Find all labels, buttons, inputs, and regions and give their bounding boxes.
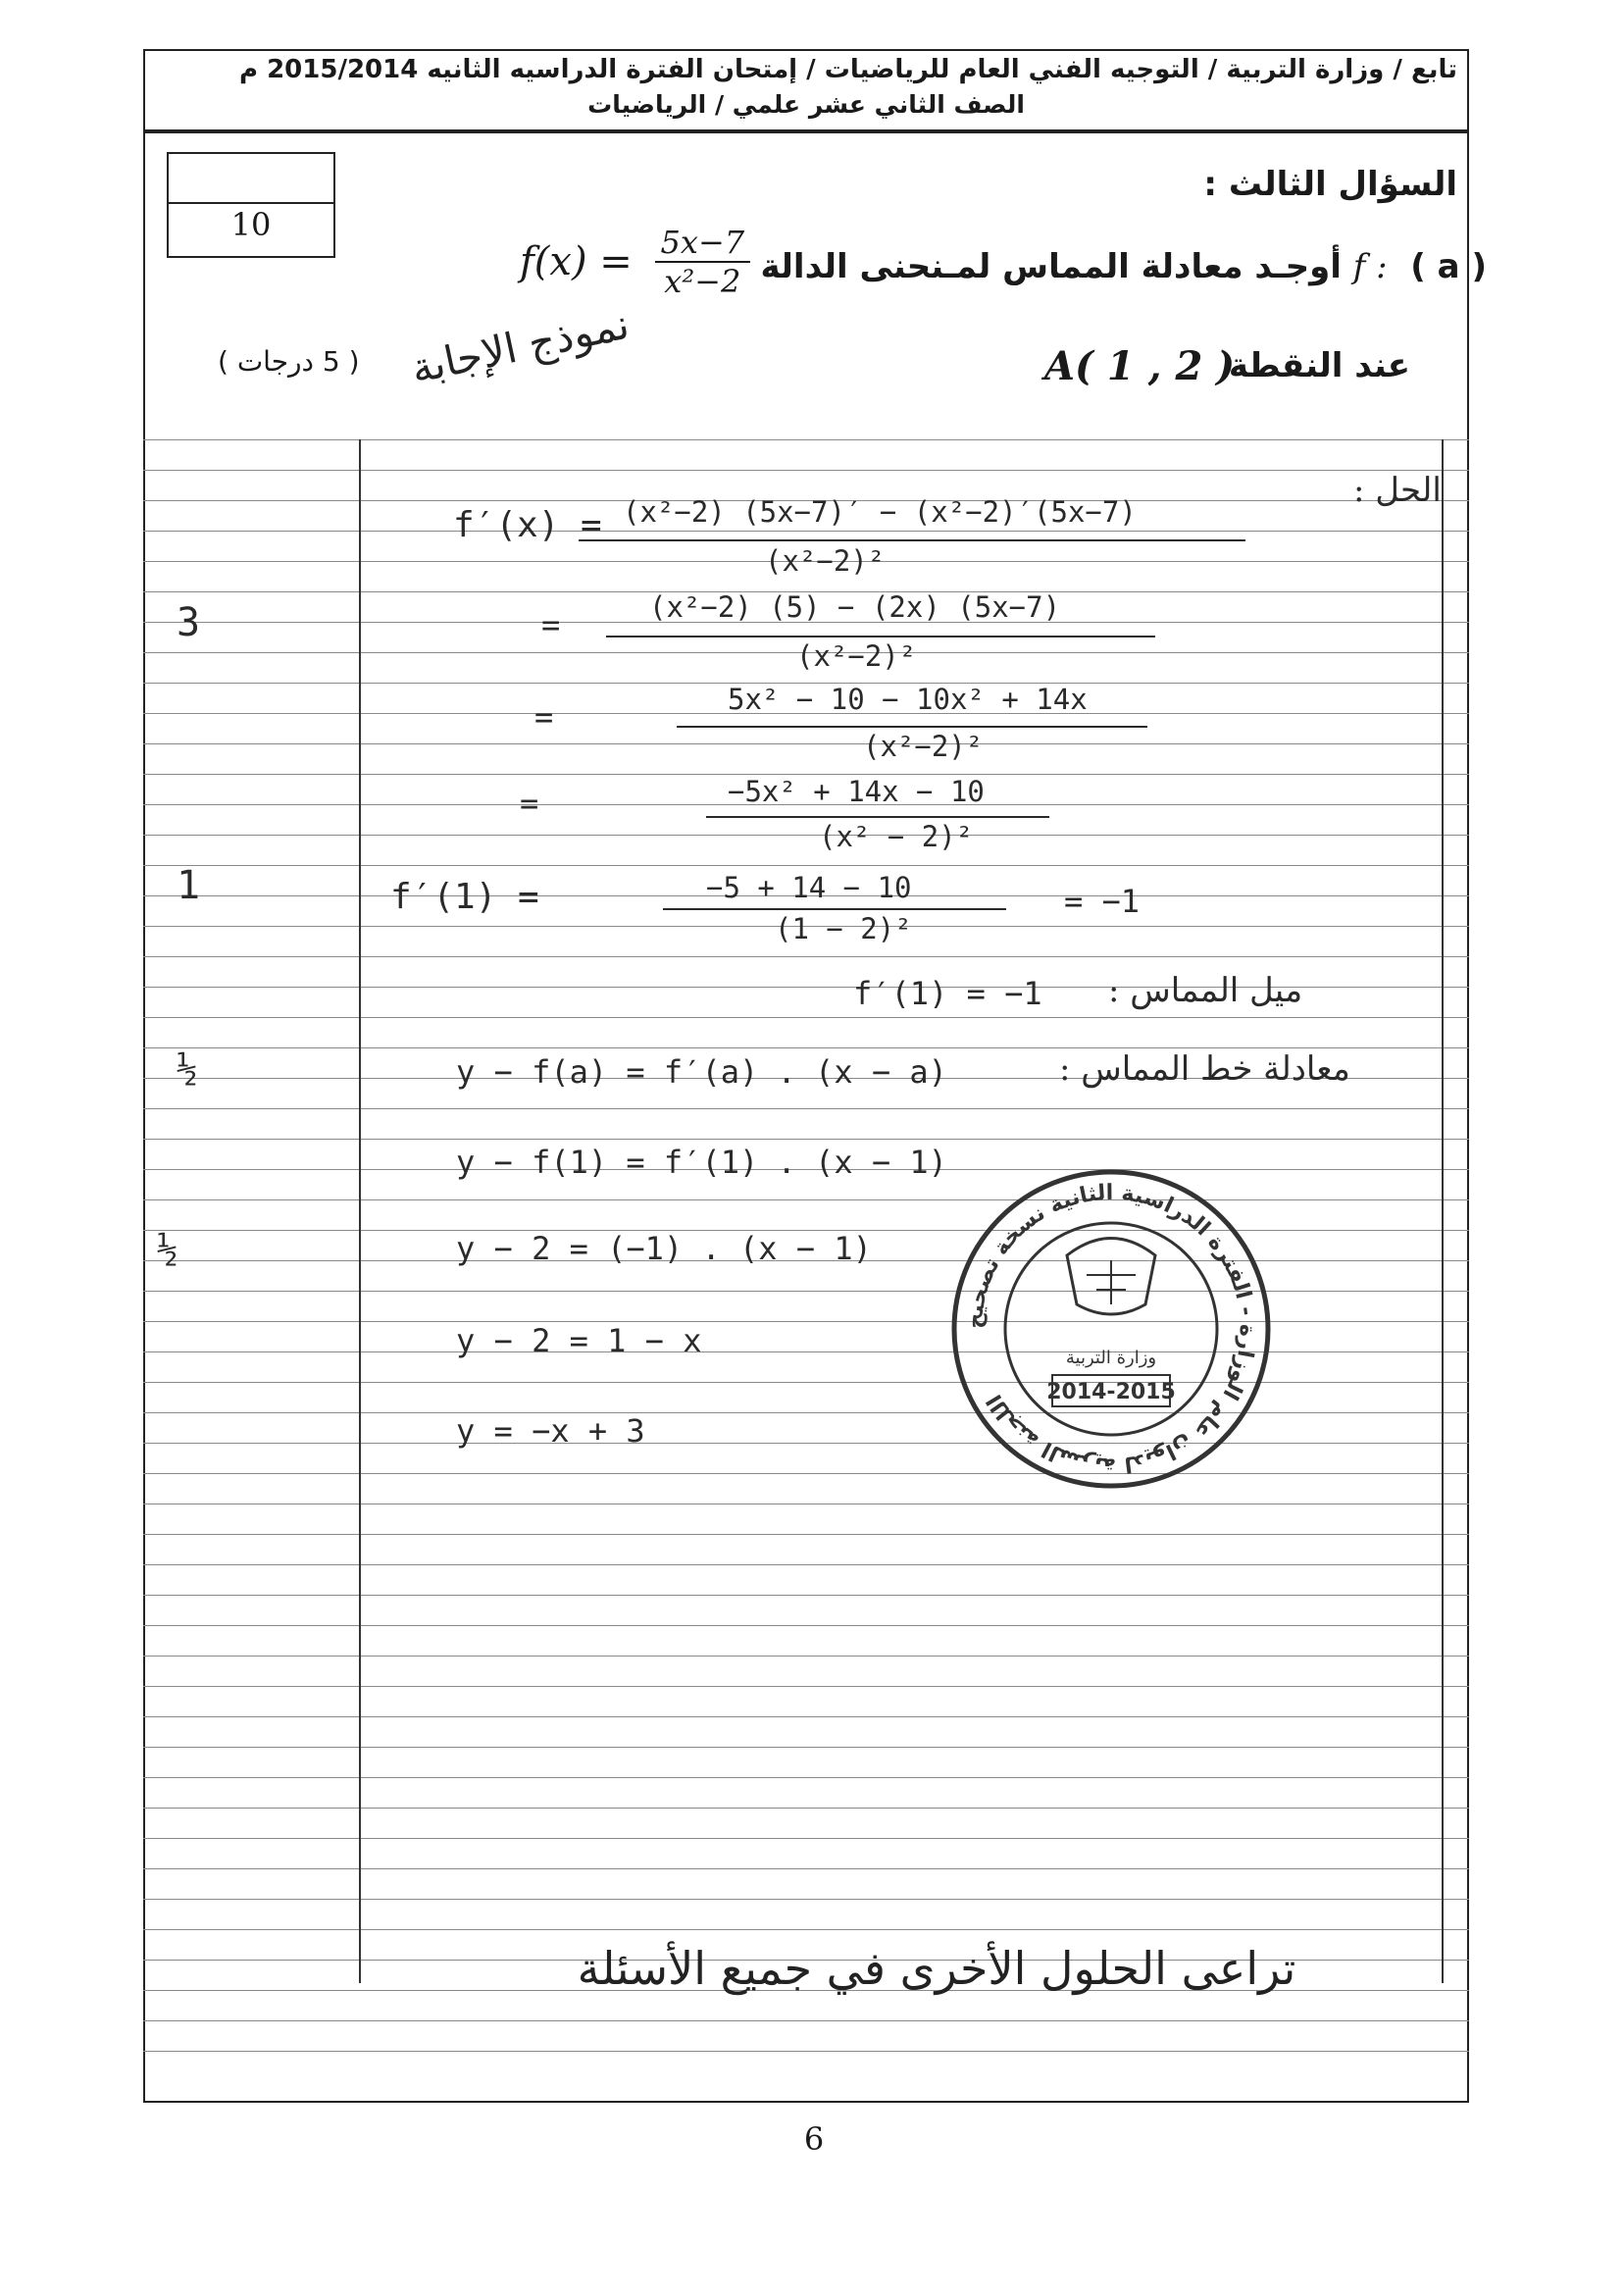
ruled-line	[143, 1777, 1469, 1778]
question-function-name: f :	[1352, 247, 1388, 286]
function-numerator: 5x−7	[655, 224, 751, 263]
function-lhs: f(x) =	[520, 239, 633, 284]
footer-note: تراعى الحلول الأخرى في جميع الأسئلة	[577, 1942, 1296, 1995]
tangent-step4: y = −x + 3	[456, 1412, 645, 1450]
ruled-line	[143, 1868, 1469, 1869]
ruled-line	[143, 1656, 1469, 1657]
ruled-line	[143, 1838, 1469, 1839]
ministry-stamp	[949, 1167, 1273, 1491]
derivative-at-1-denominator: (1 − 2)²	[775, 912, 912, 945]
derivative-at-1-result: = −1	[1064, 883, 1141, 920]
fraction-bar	[663, 908, 1006, 910]
ruled-line	[143, 743, 1469, 744]
derivative-line1-denominator: (x²−2)²	[765, 544, 886, 578]
derivative-line2-denominator: (x²−2)²	[796, 639, 917, 673]
ruled-line	[143, 1017, 1469, 1018]
stamp-year: 2014-2015	[1046, 1380, 1176, 1404]
tangent-step1: y − f(1) = f′(1) . (x − 1)	[456, 1144, 947, 1181]
derivative-line4-eq: =	[520, 785, 539, 822]
score-divider	[167, 202, 335, 204]
stamp-ministry: وزارة التربية	[1065, 1348, 1157, 1368]
ruled-line	[143, 1625, 1469, 1626]
ruled-line	[143, 439, 1469, 440]
margin-line-right	[1442, 439, 1444, 1983]
ruled-line	[143, 2051, 1469, 2052]
tangent-step2: y − 2 = (−1) . (x − 1)	[456, 1230, 872, 1267]
question-title: السؤال الثالث :	[1203, 165, 1457, 204]
derivative-at-1-numerator: −5 + 14 − 10	[706, 871, 912, 904]
derivative-line3-denominator: (x²−2)²	[863, 730, 984, 763]
derivative-line2-eq: =	[541, 606, 561, 643]
emblem-icon	[1067, 1239, 1155, 1315]
ruled-line	[143, 531, 1469, 532]
ruled-line	[143, 1686, 1469, 1687]
function-denominator: x²−2	[664, 263, 741, 300]
ruled-line	[143, 470, 1469, 471]
header-title: تابع / وزارة التربية / التوجيه الفني العام للرياضيات / إمتحان الفترة الدراسيه الثانيه 2015/2014 م	[238, 55, 1457, 84]
ruled-line	[143, 1808, 1469, 1809]
svg-text:اللجنة السرية لديوان عام الوزا	[963, 1181, 1259, 1477]
ruled-line	[143, 1564, 1469, 1565]
slope-label: ميل المماس :	[1108, 971, 1303, 1010]
ruled-line	[143, 1747, 1469, 1748]
ruled-line	[143, 1139, 1469, 1140]
stamp-ring-text: اللجنة السرية لديوان عام الوزارة - الفترة الدراسية الثانية نسخة تصحيح	[962, 1180, 1260, 1478]
derivative-line4-denominator: (x² − 2)²	[819, 820, 974, 853]
question-point-label: عند النقطة	[1228, 346, 1410, 385]
fraction-bar	[579, 539, 1245, 541]
tangent-step3: y − 2 = 1 − x	[456, 1322, 702, 1359]
score-value: 10	[230, 206, 272, 243]
derivative-at-1-lhs: f′(1) =	[390, 877, 539, 917]
ruled-line	[143, 1047, 1469, 1048]
ruled-line	[143, 2020, 1469, 2021]
ruled-line	[143, 1899, 1469, 1900]
margin-mark: ½	[177, 1049, 198, 1090]
ruled-line	[143, 956, 1469, 957]
fraction-bar	[677, 726, 1147, 728]
derivative-line3-eq: =	[534, 698, 554, 736]
ruled-line	[143, 1929, 1469, 1930]
ruled-line	[143, 1108, 1469, 1109]
ruled-line	[143, 865, 1469, 866]
margin-line-left	[359, 439, 361, 1983]
derivative-line2-numerator: (x²−2) (5) − (2x) (5x−7)	[649, 590, 1061, 624]
derivative-line3-numerator: 5x² − 10 − 10x² + 14x	[728, 683, 1088, 716]
solution-label: الحل :	[1353, 471, 1442, 510]
derivative-lhs: f′(x) =	[453, 505, 602, 545]
ruled-line	[143, 835, 1469, 836]
page-number: 6	[803, 2120, 825, 2158]
question-marks: ( 5 درجات )	[218, 345, 360, 378]
header-subtitle: الصف الثاني عشر علمي / الرياضيات	[587, 90, 1025, 119]
fraction-bar	[706, 816, 1049, 818]
ruled-line	[143, 1534, 1469, 1535]
question-function	[520, 224, 750, 300]
tangent-label: معادلة خط المماس :	[1059, 1049, 1350, 1089]
margin-mark: 1	[177, 863, 201, 908]
margin-mark: 3	[177, 600, 201, 645]
ruled-line	[143, 1716, 1469, 1717]
model-answer-handwritten: نموذج الإجابة	[406, 299, 634, 393]
question-point: A( 1 , 2 )	[1044, 343, 1236, 389]
derivative-line4-numerator: −5x² + 14x − 10	[728, 775, 985, 808]
fraction-bar	[606, 636, 1155, 637]
slope-value: f′(1) = −1	[853, 975, 1042, 1012]
question-part-text: ( a ) أوجـد معادلة المماس لمـنحنى الدالة	[760, 247, 1487, 286]
tangent-general-formula: y − f(a) = f′(a) . (x − a)	[456, 1053, 947, 1091]
derivative-line1-numerator: (x²−2) (5x−7)′ − (x²−2)′(5x−7)	[623, 495, 1137, 529]
margin-mark: ½	[157, 1230, 178, 1270]
question-part-a	[761, 247, 1487, 286]
ruled-line	[143, 1595, 1469, 1596]
